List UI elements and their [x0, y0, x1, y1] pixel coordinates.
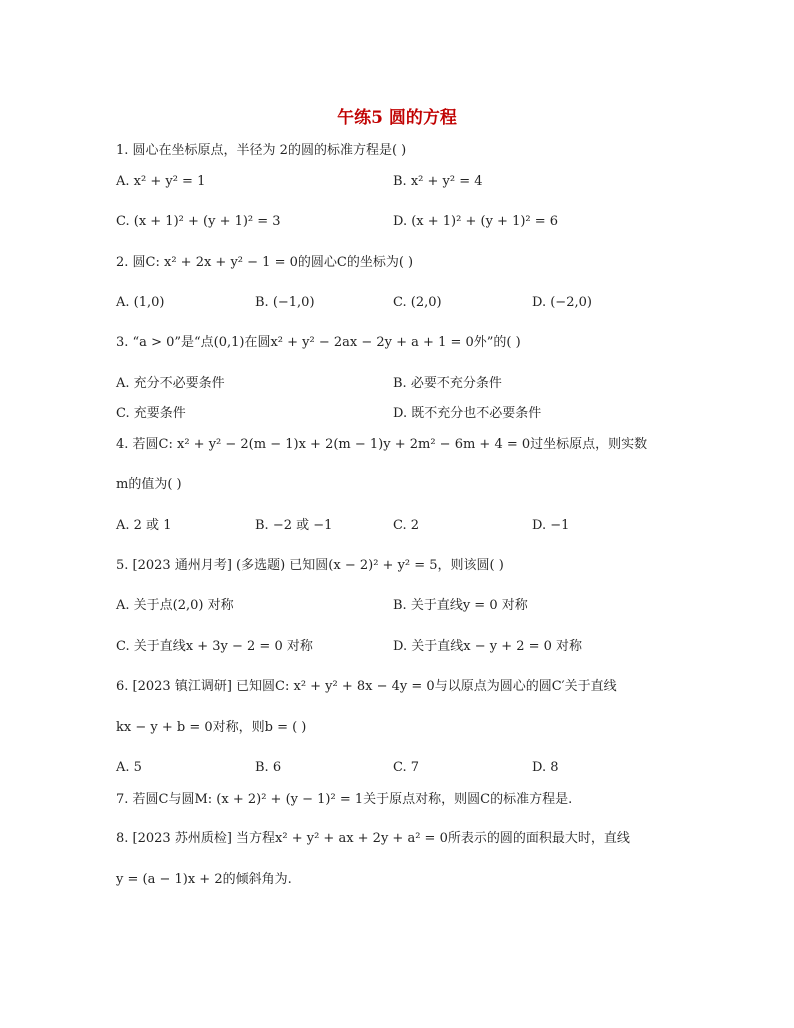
question-4-stem-continued: m的值为( ) — [116, 477, 182, 492]
question-5-option-a: A. 关于点(2,0) 对称 — [116, 598, 234, 613]
question-6-stem-continued: kx − y + b = 0对称，则b = ( ) — [116, 720, 307, 735]
question-3-option-a: A. 充分不必要条件 — [116, 376, 225, 391]
question-4-option-b: B. −2 或 −1 — [255, 518, 333, 533]
question-1-option-b: B. x² + y² = 4 — [393, 174, 483, 189]
question-1-option-d: D. (x + 1)² + (y + 1)² = 6 — [393, 214, 559, 229]
question-6-option-b: B. 6 — [255, 760, 282, 775]
question-1-option-c: C. (x + 1)² + (y + 1)² = 3 — [116, 214, 281, 229]
page-title: 午练5 圆的方程 — [337, 108, 457, 128]
question-4-option-d: D. −1 — [532, 518, 570, 533]
question-2-stem: 2. 圆C: x² + 2x + y² − 1 = 0的圆心C的坐标为( ) — [116, 255, 414, 270]
question-2-option-d: D. (−2,0) — [532, 295, 592, 310]
question-5-option-c: C. 关于直线x + 3y − 2 = 0 对称 — [116, 639, 313, 654]
question-5-option-d: D. 关于直线x − y + 2 = 0 对称 — [393, 639, 583, 654]
question-3-stem: 3. “a > 0”是“点(0,1)在圆x² + y² − 2ax − 2y + a + 1 = 0外”的( ) — [116, 335, 521, 350]
question-1-option-a: A. x² + y² = 1 — [116, 174, 206, 189]
question-5-option-b: B. 关于直线y = 0 对称 — [393, 598, 528, 613]
question-6-option-a: A. 5 — [116, 760, 142, 775]
question-5-stem: 5. [2023 通州月考] (多选题) 已知圆(x − 2)² + y² = 5，则该圆( ) — [116, 558, 504, 573]
question-7-stem: 7. 若圆C与圆M: (x + 2)² + (y − 1)² = 1关于原点对称，则圆C的标准方程是. — [116, 792, 573, 807]
question-8-stem-continued: y = (a − 1)x + 2的倾斜角为. — [116, 872, 292, 887]
question-6-stem: 6. [2023 镇江调研] 已知圆C: x² + y² + 8x − 4y = 0与以原点为圆心的圆C′关于直线 — [116, 679, 617, 694]
question-8-stem: 8. [2023 苏州质检] 当方程x² + y² + ax + 2y + a² = 0所表示的圆的面积最大时，直线 — [116, 831, 630, 846]
question-3-option-b: B. 必要不充分条件 — [393, 376, 502, 391]
question-2-option-c: C. (2,0) — [393, 295, 442, 310]
question-2-option-a: A. (1,0) — [116, 295, 165, 310]
question-4-option-c: C. 2 — [393, 518, 420, 533]
question-6-option-c: C. 7 — [393, 760, 420, 775]
question-3-option-d: D. 既不充分也不必要条件 — [393, 406, 542, 421]
question-6-option-d: D. 8 — [532, 760, 559, 775]
question-1-stem: 1. 圆心在坐标原点，半径为 2的圆的标准方程是( ) — [116, 143, 407, 158]
question-3-option-c: C. 充要条件 — [116, 406, 186, 421]
question-2-option-b: B. (−1,0) — [255, 295, 315, 310]
question-4-stem: 4. 若圆C: x² + y² − 2(m − 1)x + 2(m − 1)y + 2m² − 6m + 4 = 0过坐标原点，则实数 — [116, 437, 648, 452]
question-4-option-a: A. 2 或 1 — [116, 518, 172, 533]
